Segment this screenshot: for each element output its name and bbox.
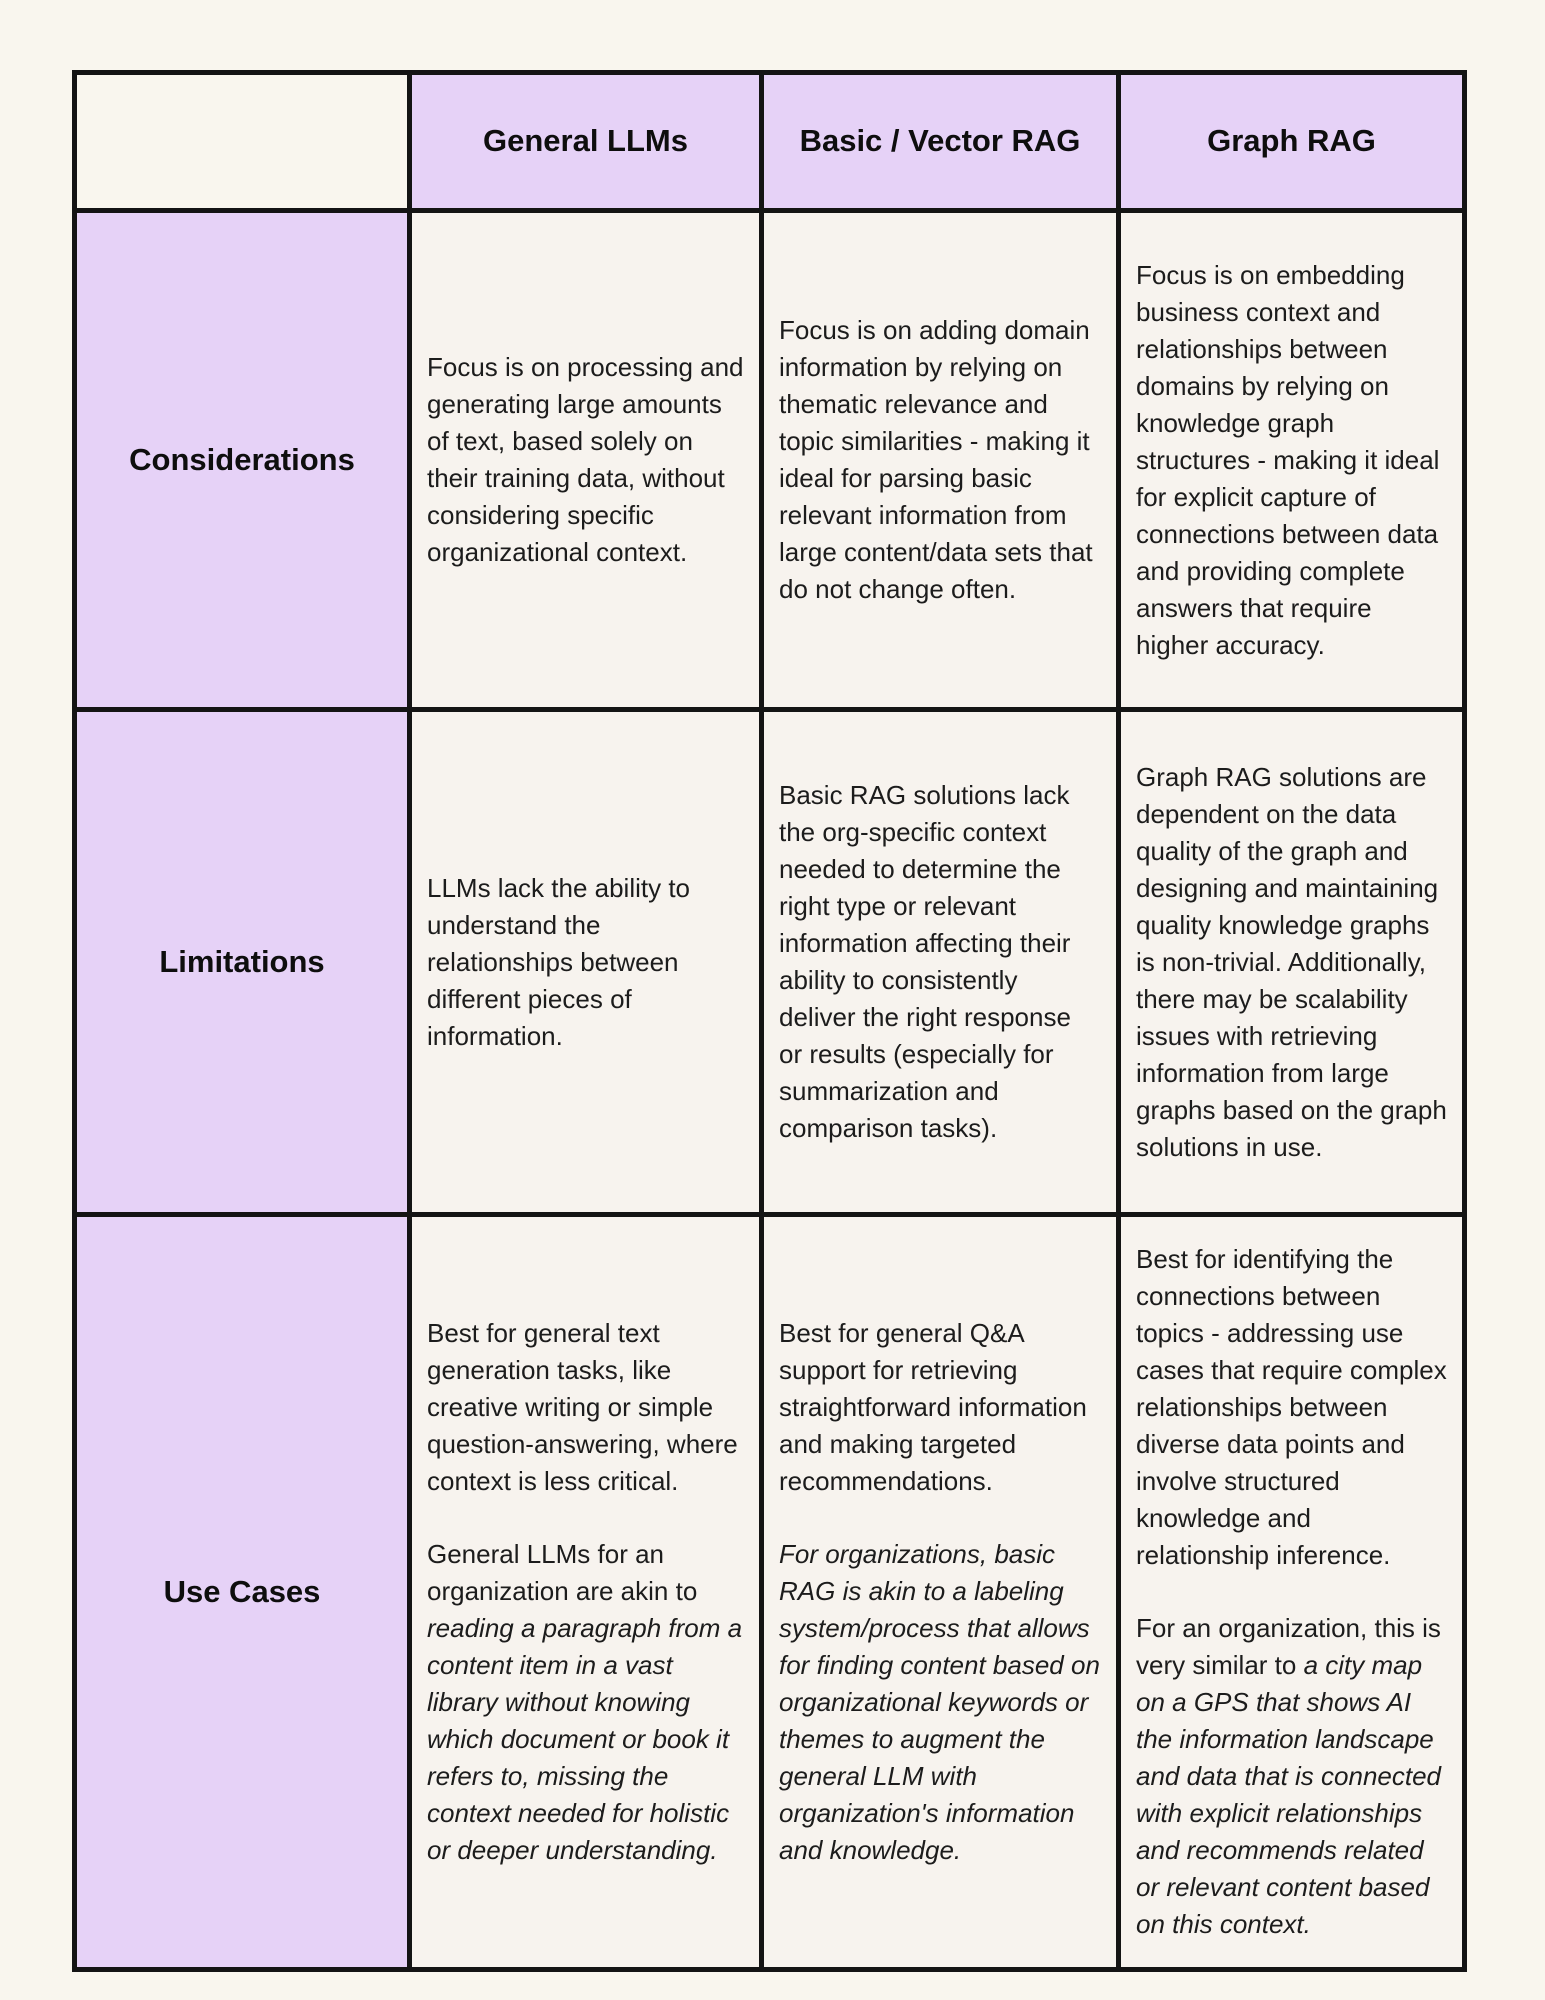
cell-paragraph: [779, 1315, 1101, 1500]
text-segment: General LLMs for an organization are akin to: [427, 1539, 698, 1606]
cell-use-cases-general-llms: [410, 1215, 762, 1970]
cell-considerations-basic-vector-rag: [762, 211, 1119, 710]
cell-use-cases-basic-vector-rag: [762, 1215, 1119, 1970]
italic-text: reading a paragraph from a content item in a vast library without knowing which document or book it refers to, missing the context needed for holistic or deeper understanding.: [427, 1613, 743, 1865]
text-segment: Best for general text generation tasks, like creative writing or simple question-answering, where context is less critical.: [427, 1318, 738, 1496]
italic-text: a city map on a GPS that shows AI the information landscape and data that is connected with explicit relationships and recommends related or relevant content based on this context.: [1136, 1650, 1442, 1939]
column-header-basic-vector-rag: Basic / Vector RAG: [762, 73, 1119, 211]
row-header-use-cases: Use Cases: [75, 1215, 410, 1970]
text-segment: Focus is on adding domain information by relying on thematic relevance and topic similarities - making it ideal for parsing basic relevant information from large content/data sets that do not change often.: [779, 315, 1093, 604]
text-segment: Basic RAG solutions lack the org-specific context needed to determine the right type or relevant information affecting their ability to consistently deliver the right response or results (especially for summarization and comparison tasks).: [779, 780, 1071, 1143]
cell-use-cases-graph-rag: [1119, 1215, 1465, 1970]
text-segment: LLMs lack the ability to understand the relationships between different pieces of information.: [427, 872, 691, 1051]
cell-paragraph: [427, 1536, 744, 1869]
rag-comparison-table: [72, 70, 1467, 1972]
text-segment: Best for identifying the connections between topics - addressing use cases that require complex relationships between diverse data points and involve structured knowledge and relationship inference.: [1136, 1244, 1447, 1570]
cell-paragraph: [427, 349, 744, 571]
cell-paragraph: [779, 312, 1101, 608]
cell-paragraph: [779, 1536, 1101, 1869]
cell-considerations-general-llms: [410, 211, 762, 710]
text-segment: Focus is on embedding business context and relationships between domains by relying on knowledge graph structures - making it ideal for explicit capture of connections between data and providing complete answers that require higher accuracy.: [1136, 259, 1440, 660]
header-row: [75, 73, 1465, 211]
table-row-limitations: [75, 710, 1465, 1215]
cell-paragraph: [1136, 1610, 1447, 1943]
cell-paragraph: [1136, 1241, 1447, 1574]
cell-paragraph: [779, 777, 1101, 1147]
cell-limitations-basic-vector-rag: [762, 710, 1119, 1215]
column-header-general-llms: General LLMs: [410, 73, 762, 211]
cell-paragraph: [427, 1315, 744, 1500]
text-segment: Focus is on processing and generating large amounts of text, based solely on their training data, without considering specific organizational context.: [427, 352, 744, 567]
cell-limitations-general-llms: [410, 710, 762, 1215]
text-segment: Best for general Q&A support for retrieving straightforward information and making targeted recommendations.: [779, 1318, 1087, 1496]
cell-paragraph: [1136, 257, 1447, 664]
column-header-graph-rag: Graph RAG: [1119, 73, 1465, 211]
table-row-considerations: [75, 211, 1465, 710]
table-row-use-cases: [75, 1215, 1465, 1970]
cell-paragraph: [1136, 759, 1447, 1166]
row-header-limitations: Limitations: [75, 710, 410, 1215]
text-segment: Graph RAG solutions are dependent on the data quality of the graph and designing and maintaining quality knowledge graphs is non-trivial. Additionally, there may be scalability issues with retrieving information from large graphs based on the graph solutions in use.: [1136, 761, 1447, 1162]
corner-cell: [75, 73, 410, 211]
text-segment: For an organization, this is very similar to: [1136, 1613, 1441, 1680]
cell-paragraph: [427, 870, 744, 1055]
cell-limitations-graph-rag: [1119, 710, 1465, 1215]
row-header-considerations: Considerations: [75, 211, 410, 710]
italic-text: For organizations, basic RAG is akin to a labeling system/process that allows for finding content based on organizational keywords or themes to augment the general LLM with organization's information and knowledge.: [779, 1539, 1100, 1865]
cell-considerations-graph-rag: [1119, 211, 1465, 710]
